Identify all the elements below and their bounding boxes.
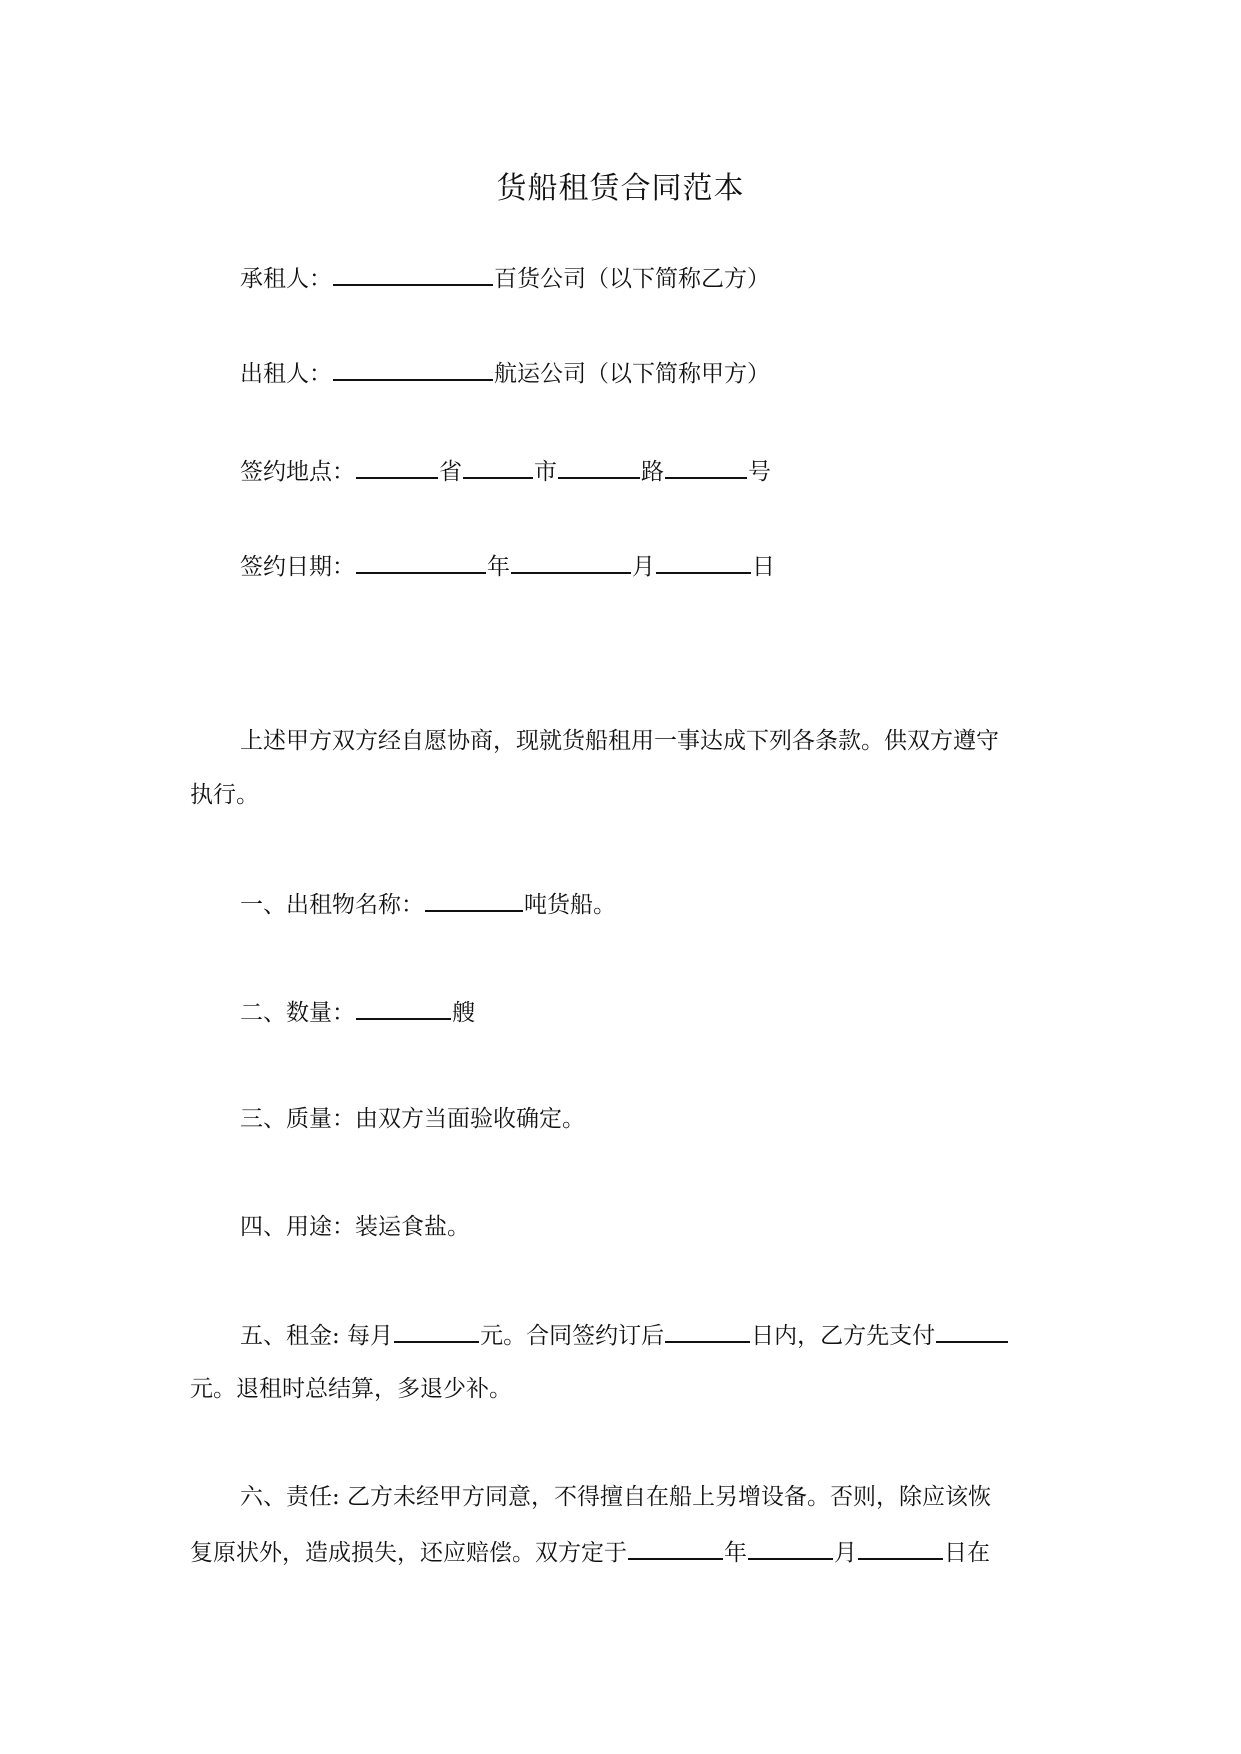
day-blank: [656, 550, 751, 574]
province-label: 省: [439, 459, 462, 485]
day-label: 日: [752, 554, 775, 580]
tonnage-blank: [425, 888, 523, 912]
clause-4: 四、用途：装运食盐。: [240, 1214, 470, 1240]
clause-3: 三、质量：由双方当面验收确定。: [240, 1106, 585, 1132]
clause-5-line-1: [240, 1319, 1009, 1351]
road-blank: [558, 455, 640, 479]
lessee-suffix: 百货公司（以下简称乙方）: [494, 266, 770, 292]
clause-5-part-3: 日内，乙方先支付: [751, 1323, 936, 1349]
intro-line-1: 上述甲方双方经自愿协商，现就货船租用一事达成下列各条款。供双方遵守: [240, 728, 999, 754]
place-label: 签约地点：: [240, 459, 355, 485]
monthly-rent-blank: [394, 1319, 479, 1343]
days-blank: [665, 1319, 750, 1343]
year-label: 年: [487, 554, 510, 580]
lessor-suffix: 航运公司（以下简称甲方）: [494, 361, 770, 387]
number-blank: [665, 455, 747, 479]
lessor-name-blank: [333, 357, 493, 381]
province-blank: [356, 455, 438, 479]
clause-2-suffix: 艘: [452, 1000, 475, 1026]
clause-6-day-blank: [858, 1536, 943, 1560]
clause-1-text: 一、出租物名称：: [240, 892, 424, 918]
clause-6-month: 月: [834, 1540, 857, 1566]
road-label: 路: [641, 459, 664, 485]
quantity-blank: [356, 996, 451, 1020]
clause-1-suffix: 吨货船。: [524, 892, 616, 918]
date-label: 签约日期：: [240, 554, 355, 580]
month-label: 月: [632, 554, 655, 580]
clause-5-part-1: 五、租金: 每月: [240, 1323, 394, 1349]
intro-line-2: 执行。: [190, 782, 259, 808]
clause-2-text: 二、数量：: [240, 1000, 355, 1026]
clause-6-day: 日在: [944, 1540, 990, 1566]
signing-date-line: [240, 550, 775, 582]
clause-6-year: 年: [724, 1540, 747, 1566]
number-label: 号: [748, 459, 771, 485]
clause-6-line-2: [190, 1536, 990, 1568]
clause-6-text: 复原状外，造成损失，还应赔偿。双方定于: [190, 1540, 627, 1566]
month-blank: [511, 550, 631, 574]
year-blank: [356, 550, 486, 574]
clause-6-line-1: 六、责任: 乙方未经甲方同意，不得擅自在船上另增设备。否则，除应该恢: [240, 1484, 992, 1510]
clause-5-line-2: 元。退租时总结算，多退少补。: [190, 1376, 512, 1402]
city-label: 市: [534, 459, 557, 485]
prepayment-blank: [936, 1319, 1008, 1343]
lessee-name-blank: [333, 262, 493, 286]
document-title: 货船租赁合同范本: [496, 171, 745, 206]
signing-place-line: [240, 455, 771, 487]
lessor-label: 出租人：: [240, 361, 332, 387]
clause-6-year-blank: [628, 1536, 723, 1560]
clause-5-part-2: 元。合同签约订后: [480, 1323, 665, 1349]
lessee-label: 承租人：: [240, 266, 332, 292]
clause-2: [240, 996, 475, 1028]
lessee-line: [240, 262, 770, 294]
clause-1: [240, 888, 616, 920]
clause-6-month-blank: [748, 1536, 833, 1560]
city-blank: [463, 455, 533, 479]
lessor-line: [240, 357, 770, 389]
